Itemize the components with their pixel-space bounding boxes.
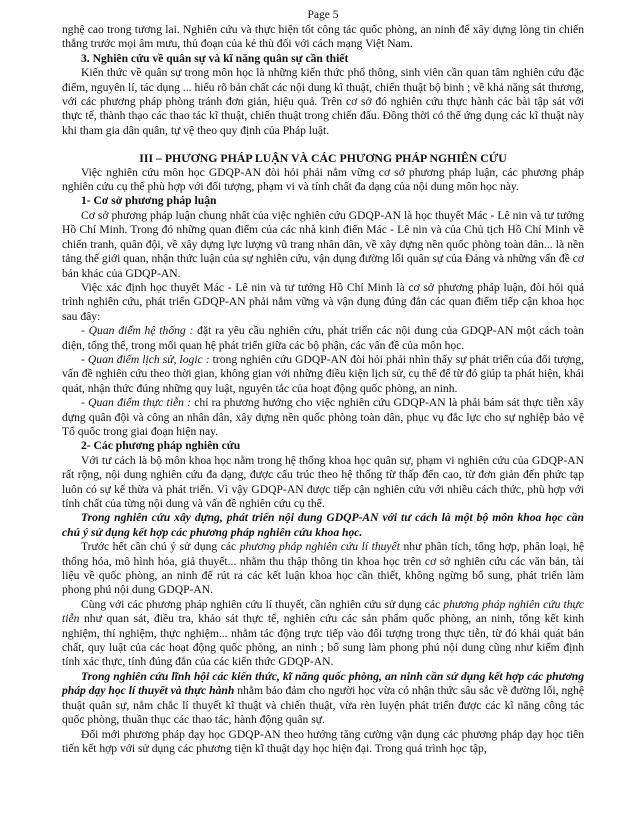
viewpoint-practice-label: - Quan điểm thực tiễn : [81,396,192,410]
heading-military-skills: 3. Nghiên cứu về quân sự và kĩ năng quân sự cần thiết [81,51,349,65]
paragraph-methodology-1: Cơ sở phương pháp luận chung nhất của việc nghiên cứu GDQP-AN là học thuyết Mác - Lê nin và tư tưởng Hồ Chí Minh. Trong đó những quan điểm của các nhà kinh điển Mác - Lê nin và của Chủ tịch Hồ Chí Minh về chiến tranh, quân đội, về xây dựng lực lượng vũ trang nhân dân, về xây dựng nền quốc phòng toàn dân... là nền tảng thế giới quan, nhận thức luận của sự nghiên cứu, vận dụng đường lối quân sự của Đảng và những vấn đề cơ bản khác của GDQP-AN. [62,208,584,280]
methods-4-emphasis: phương pháp nghiên cứu thực tiễn [62,597,584,626]
viewpoint-system [62,324,584,353]
heading-methodology-basis: 1- Cơ sở phương pháp luận [81,194,217,208]
page-number: Page 5 [307,9,339,21]
heading-research-methods: 2- Các phương pháp nghiên cứu [81,439,241,453]
document-page [62,8,584,756]
methods-3-lead: Trước hết cần chú ý sử dụng các [81,540,240,554]
methods-3-emphasis: phương pháp nghiên cứu lí thuyết [239,540,400,554]
paragraph-methods-1: Với tư cách là bộ môn khoa học nằm trong hệ thống khoa học quân sự, phạm vi nghiên cứu của GDQP-AN rất rộng, nội dung nghiên cứu đa dạng, được cấu trúc theo hệ thống từ thấp đến cao, từ đơn giản đến phức tạp luôn có sự kế thừa và phát triển. Vì vậy GDQP-AN được tiếp cận nghiên cứu với nhiều cách thức, phù hợp với tính chất của từng nội dung và vấn đề nghiên cứu cụ thể. [62,453,584,510]
paragraph-methods-6: Đổi mới phương pháp dạy học GDQP-AN theo hướng tăng cường vận dụng các phương pháp dạy học tiên tiến kết hợp với sử dụng các phương tiện kĩ thuật dạy học hiện đại. Trong quá trình học tập, [62,727,584,755]
paragraph-methods-2: Trong nghiên cứu xây dựng, phát triển nội dung GDQP-AN với tư cách là một bộ môn khoa học cần chú ý sử dụng kết hợp các phương pháp nghiên cứu khoa học. [62,511,584,539]
methods-5-rest: nhằm bảo đảm cho người học vừa có nhận thức sâu sắc về đường lối, nghệ thuật quân sự, nắm chắc lí thuyết kĩ thuật và chiến thuật, vừa rèn luyện phát triển được các kĩ năng công tác quốc phòng, thuần thục các thao tác, hành động quân sự. [62,684,584,727]
viewpoint-practice-text: chỉ ra phương hướng cho việc nghiên cứu GDQP-AN là phải bám sát thực tiễn xây dựng quân đội và công an nhân dân, xây dựng nền quốc phòng toàn dân, phục vụ đắc lực cho sự nghiệp bảo vệ Tổ quốc trong giai đoạn hiện nay. [62,396,584,438]
viewpoint-history-text: trong nghiên cứu GDQP-AN đòi hỏi phải nhìn thấy sự phát triển của đối tượng, vấn đề nghiên cứu theo thời gian, không gian với những điều kiện lịch sử, cụ thể để từ đó giúp ta phát hiện, khái quát, nhận thức đúng những quy luật, nguyên tắc của hoạt động quốc phòng, an ninh. [62,352,584,395]
paragraph-methods-4 [62,598,584,670]
paragraph-methods-3 [62,540,584,598]
paragraph-methodology-2: Việc xác định học thuyết Mác - Lê nin và tư tưởng Hồ Chí Minh là cơ sở phương pháp luận, đòi hỏi quá trình nghiên cứu, phát triển GDQP-AN phải nắm vững và vận dụng đúng đắn các quan điểm tiếp cận khoa học sau đây: [62,280,584,323]
methods-3-rest: như phân tích, tổng hợp, phân loại, hệ thống hóa, mô hình hóa, giả thuyết... nhằm thu thập thông tin khoa học trên cơ sở nghiên cứu các văn bản, tài liệu về quốc phòng, an ninh để rút ra các kết luận khoa học cần thiết, không ngừng bổ sung, phát triển làm phong phú nội dung GDQP-AN. [62,540,585,597]
section-heading-methodology: III – PHƯƠNG PHÁP LUẬN VÀ CÁC PHƯƠNG PHÁP NGHIÊN CỨU [139,151,507,166]
paragraph-military-skills: Kiến thức về quân sự trong môn học là những kiến thức phổ thông, sinh viên cần quan tâm nghiên cứu đặc điểm, nguyên lí, tác dụng ... hiểu rõ bản chất các nội dung kĩ thuật, chiến thuật bộ binh ; về khả năng sát thương, với các phương pháp phòng tránh đơn giản, hiệu quả. Trên cơ sở đó nghiên cứu thực hành các bài tập sát với thực tế, thành thạo các thao tác kĩ thuật, chiến thuật trong chiến đấu. Đồng thời có thể ứng dụng các kĩ thuật này khi tham gia dân quân, tự vệ theo quy định của Pháp luật. [62,66,584,137]
viewpoint-system-label: - Quan điểm hệ thống : [81,324,194,338]
intro-paragraph: nghệ cao trong tương lai. Nghiên cứu và thực hiện tốt công tác quốc phòng, an ninh để xây dựng lòng tin chiến thắng trước mọi âm mưu, thủ đoạn của kẻ thù đối với cách mạng Việt Nam. [62,23,584,51]
methods-4-rest: như quan sát, điều tra, khảo sát thực tế, nghiên cứu các sản phẩm quốc phòng, an ninh, tổng kết kinh nghiệm, thí nghiệm, thực nghiệm... nhằm tác động trực tiếp vào đối tượng trong thực tiễn, từ đó khái quát bản chất, quy luật của các hoạt động quốc phòng, an ninh ; bổ sung làm phong phú nội dung cũng như kiểm định tính xác thực, tính đúng đắn của các kiến thức GDQP-AN. [62,612,584,669]
viewpoint-practice [62,396,584,439]
paragraph-methods-5 [62,670,584,728]
viewpoint-system-text: đặt ra yêu cầu nghiên cứu, phát triển các nội dung của GDQP-AN một cách toàn diện, tổng thể, trong mối quan hệ phát triển giữa các bộ phận, các vấn đề của môn học. [62,324,584,352]
viewpoint-history [62,353,584,396]
methods-5-emphasis: Trong nghiên cứu lĩnh hội các kiến thức, kĩ năng quốc phòng, an ninh cần sử dụng kết hợp các phương pháp dạy học lí thuyết và thực hành [62,669,584,698]
methods-4-lead: Cùng với các phương pháp nghiên cứu lí thuyết, cần nghiên cứu sử dụng các [81,597,444,611]
viewpoint-history-label: - Quan điểm lịch sử, logic : [81,352,210,366]
paragraph-section-intro: Việc nghiên cứu môn học GDQP-AN đòi hỏi phải nắm vững cơ sở phương pháp luận, các phương pháp nghiên cứu cụ thể phù hợp với đối tượng, phạm vi và tính chất đa dạng của nội dung môn học này. [62,165,584,194]
